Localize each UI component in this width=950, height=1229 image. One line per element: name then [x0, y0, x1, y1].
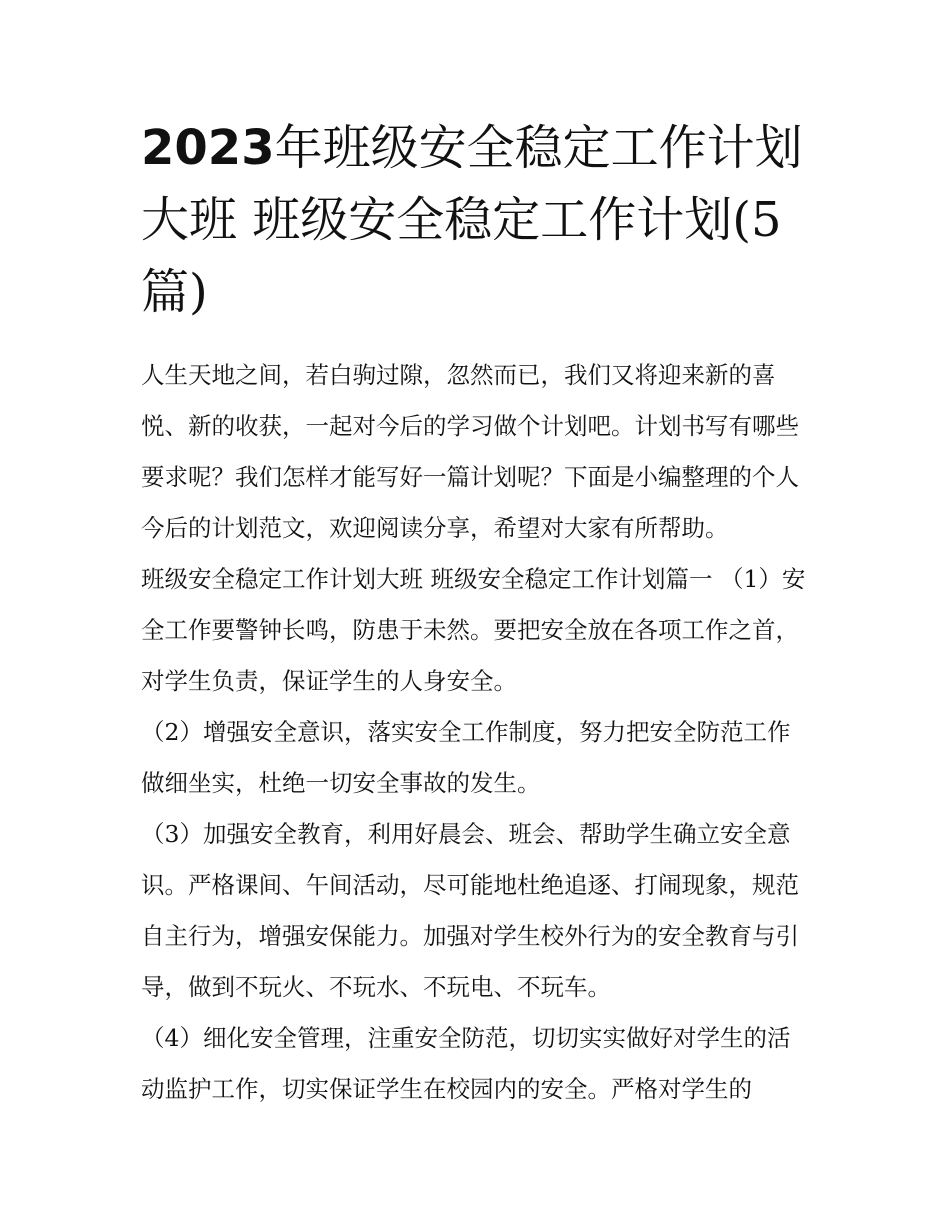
title-year: 2023 — [141, 120, 275, 176]
document-body — [141, 350, 813, 1115]
paragraph-intro: 人生天地之间，若白驹过隙，忽然而已，我们又将迎来新的喜悦、新的收获，一起对今后的学习做个计划吧。计划书写有哪些要求呢？我们怎样才能写好一篇计划呢？下面是小编整理的个人今后的计划范文，欢迎阅读分享，希望对大家有所帮助。 — [141, 361, 799, 542]
document-page — [141, 112, 813, 1115]
paragraph-item-4: （4）细化安全管理，注重安全防范，切切实实做好对学生的活动监护工作，切实保证学生在校园内的安全。严格对学生的 — [141, 1024, 791, 1103]
paragraph-item-3: （3）加强安全教育，利用好晨会、班会、帮助学生确立安全意识。严格课间、午间活动，尽可能地杜绝追逐、打闹现象，规范自主行为，增强安保能力。加强对学生校外行为的安全教育与引导，做到不玩火、不玩水、不玩电、不玩车。 — [141, 820, 799, 1001]
paragraph-item-2: （2）增强安全意识，落实安全工作制度，努力把安全防范工作做细坐实，杜绝一切安全事故的发生。 — [141, 718, 791, 797]
paragraph-item-1: 班级安全稳定工作计划大班 班级安全稳定工作计划篇一 （1）安全工作要警钟长鸣，防患于未然。要把安全放在各项工作之首，对学生负责，保证学生的人身安全。 — [141, 565, 806, 695]
title-text: 年班级安全稳定工作计划大班 班级安全稳定工作计划(5篇) — [141, 120, 803, 320]
document-title — [141, 112, 813, 328]
